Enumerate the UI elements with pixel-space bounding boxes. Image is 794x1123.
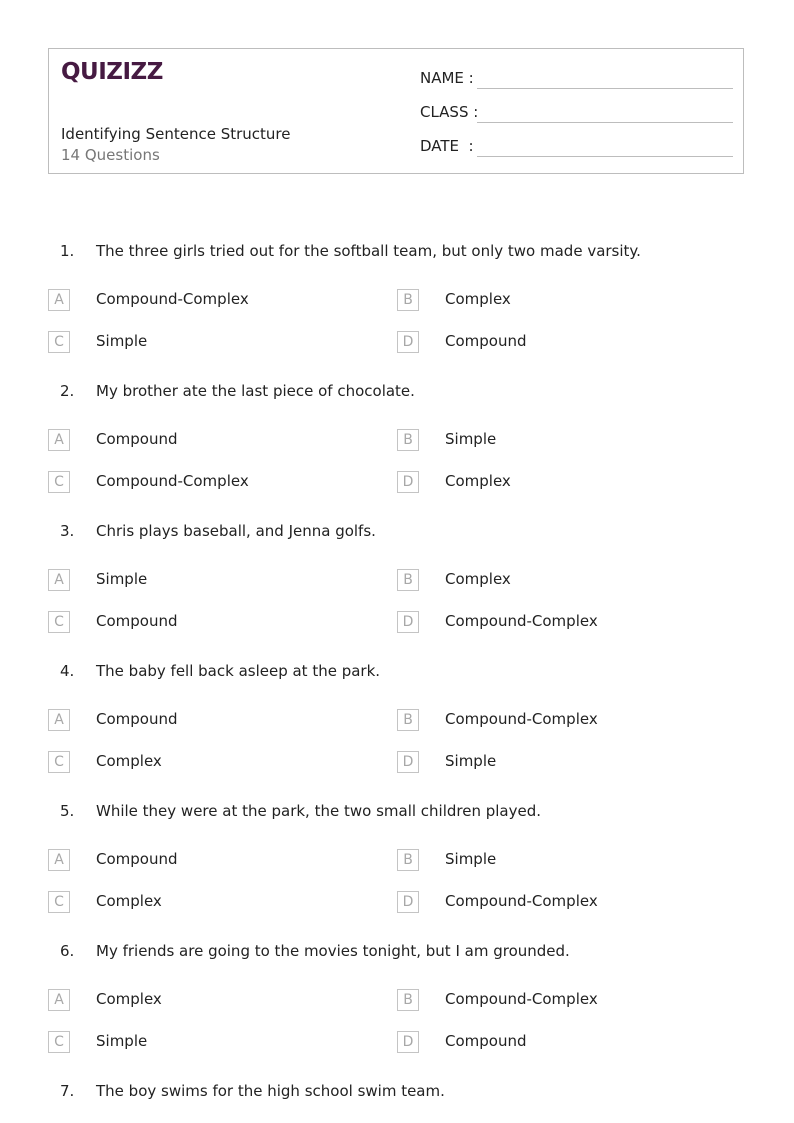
option-letter-box: A <box>48 989 70 1011</box>
option-letter-box: B <box>397 709 419 731</box>
option-letter-box: B <box>397 849 419 871</box>
question-1 <box>0 242 794 382</box>
question-count: 14 Questions <box>61 146 160 164</box>
option-text: Complex <box>445 290 511 308</box>
option-c[interactable] <box>48 751 348 775</box>
option-letter-box: D <box>397 331 419 353</box>
option-text: Complex <box>445 472 511 490</box>
option-b[interactable] <box>397 709 697 733</box>
worksheet-title: Identifying Sentence Structure <box>61 125 291 143</box>
option-letter-box: C <box>48 891 70 913</box>
option-c[interactable] <box>48 611 348 635</box>
option-a[interactable] <box>48 989 348 1013</box>
option-letter-box: D <box>397 1031 419 1053</box>
option-b[interactable] <box>397 849 697 873</box>
option-text: Complex <box>96 990 162 1008</box>
question-text: While they were at the park, the two small children played. <box>96 802 542 820</box>
option-text: Compound-Complex <box>96 472 249 490</box>
name-field[interactable] <box>420 69 733 91</box>
option-text: Simple <box>96 332 148 350</box>
name-label: NAME : <box>420 69 474 87</box>
option-letter-box: D <box>397 471 419 493</box>
question-number: 4. <box>60 662 75 680</box>
option-letter-box: B <box>397 569 419 591</box>
class-label: CLASS : <box>420 103 479 121</box>
option-c[interactable] <box>48 471 348 495</box>
question-number: 3. <box>60 522 75 540</box>
option-letter-box: B <box>397 289 419 311</box>
option-text: Compound <box>445 1032 527 1050</box>
option-text: Simple <box>445 752 497 770</box>
option-text: Compound-Complex <box>96 290 249 308</box>
date-field[interactable] <box>420 137 733 159</box>
option-letter-box: A <box>48 849 70 871</box>
option-letter-box: B <box>397 989 419 1011</box>
option-text: Compound-Complex <box>445 612 598 630</box>
question-4 <box>0 662 794 802</box>
option-text: Simple <box>96 570 148 588</box>
option-b[interactable] <box>397 569 697 593</box>
date-line <box>477 156 733 157</box>
option-text: Complex <box>96 892 162 910</box>
option-c[interactable] <box>48 331 348 355</box>
question-number: 7. <box>60 1082 75 1100</box>
option-letter-box: B <box>397 429 419 451</box>
option-d[interactable] <box>397 611 697 635</box>
question-text: The baby fell back asleep at the park. <box>96 662 381 680</box>
option-a[interactable] <box>48 289 348 313</box>
option-d[interactable] <box>397 331 697 355</box>
option-d[interactable] <box>397 471 697 495</box>
option-b[interactable] <box>397 989 697 1013</box>
option-letter-box: A <box>48 709 70 731</box>
option-letter-box: A <box>48 569 70 591</box>
question-text: My friends are going to the movies tonight, but I am grounded. <box>96 942 570 960</box>
option-text: Compound-Complex <box>445 710 598 728</box>
option-letter-box: C <box>48 1031 70 1053</box>
question-number: 2. <box>60 382 75 400</box>
question-number: 6. <box>60 942 75 960</box>
question-7 <box>0 1082 794 1112</box>
name-line <box>477 88 733 89</box>
option-a[interactable] <box>48 709 348 733</box>
option-text: Complex <box>445 570 511 588</box>
option-text: Simple <box>96 1032 148 1050</box>
option-text: Compound <box>96 430 178 448</box>
worksheet-header <box>48 48 744 174</box>
question-3 <box>0 522 794 662</box>
option-letter-box: C <box>48 611 70 633</box>
option-letter-box: A <box>48 289 70 311</box>
option-b[interactable] <box>397 429 697 453</box>
class-field[interactable] <box>420 103 733 125</box>
question-number: 1. <box>60 242 75 260</box>
option-text: Compound <box>96 850 178 868</box>
option-text: Compound <box>96 612 178 630</box>
option-a[interactable] <box>48 429 348 453</box>
option-text: Compound <box>96 710 178 728</box>
option-a[interactable] <box>48 569 348 593</box>
question-text: Chris plays baseball, and Jenna golfs. <box>96 522 376 540</box>
option-text: Simple <box>445 430 497 448</box>
option-letter-box: C <box>48 751 70 773</box>
option-letter-box: D <box>397 891 419 913</box>
question-2 <box>0 382 794 522</box>
option-text: Complex <box>96 752 162 770</box>
question-text: My brother ate the last piece of chocolate. <box>96 382 415 400</box>
question-text: The three girls tried out for the softball team, but only two made varsity. <box>96 242 641 260</box>
option-letter-box: C <box>48 471 70 493</box>
option-text: Compound <box>445 332 527 350</box>
class-line <box>477 122 733 123</box>
option-letter-box: C <box>48 331 70 353</box>
option-letter-box: D <box>397 751 419 773</box>
option-b[interactable] <box>397 289 697 313</box>
option-letter-box: D <box>397 611 419 633</box>
option-d[interactable] <box>397 891 697 915</box>
question-text: The boy swims for the high school swim team. <box>96 1082 445 1100</box>
question-5 <box>0 802 794 942</box>
option-d[interactable] <box>397 1031 697 1055</box>
option-text: Simple <box>445 850 497 868</box>
option-text: Compound-Complex <box>445 990 598 1008</box>
option-d[interactable] <box>397 751 697 775</box>
option-c[interactable] <box>48 891 348 915</box>
option-letter-box: A <box>48 429 70 451</box>
question-6 <box>0 942 794 1082</box>
option-c[interactable] <box>48 1031 348 1055</box>
question-number: 5. <box>60 802 75 820</box>
date-label: DATE : <box>420 137 474 155</box>
option-text: Compound-Complex <box>445 892 598 910</box>
option-a[interactable] <box>48 849 348 873</box>
quizizz-logo: QUIZIZZ <box>61 59 163 85</box>
